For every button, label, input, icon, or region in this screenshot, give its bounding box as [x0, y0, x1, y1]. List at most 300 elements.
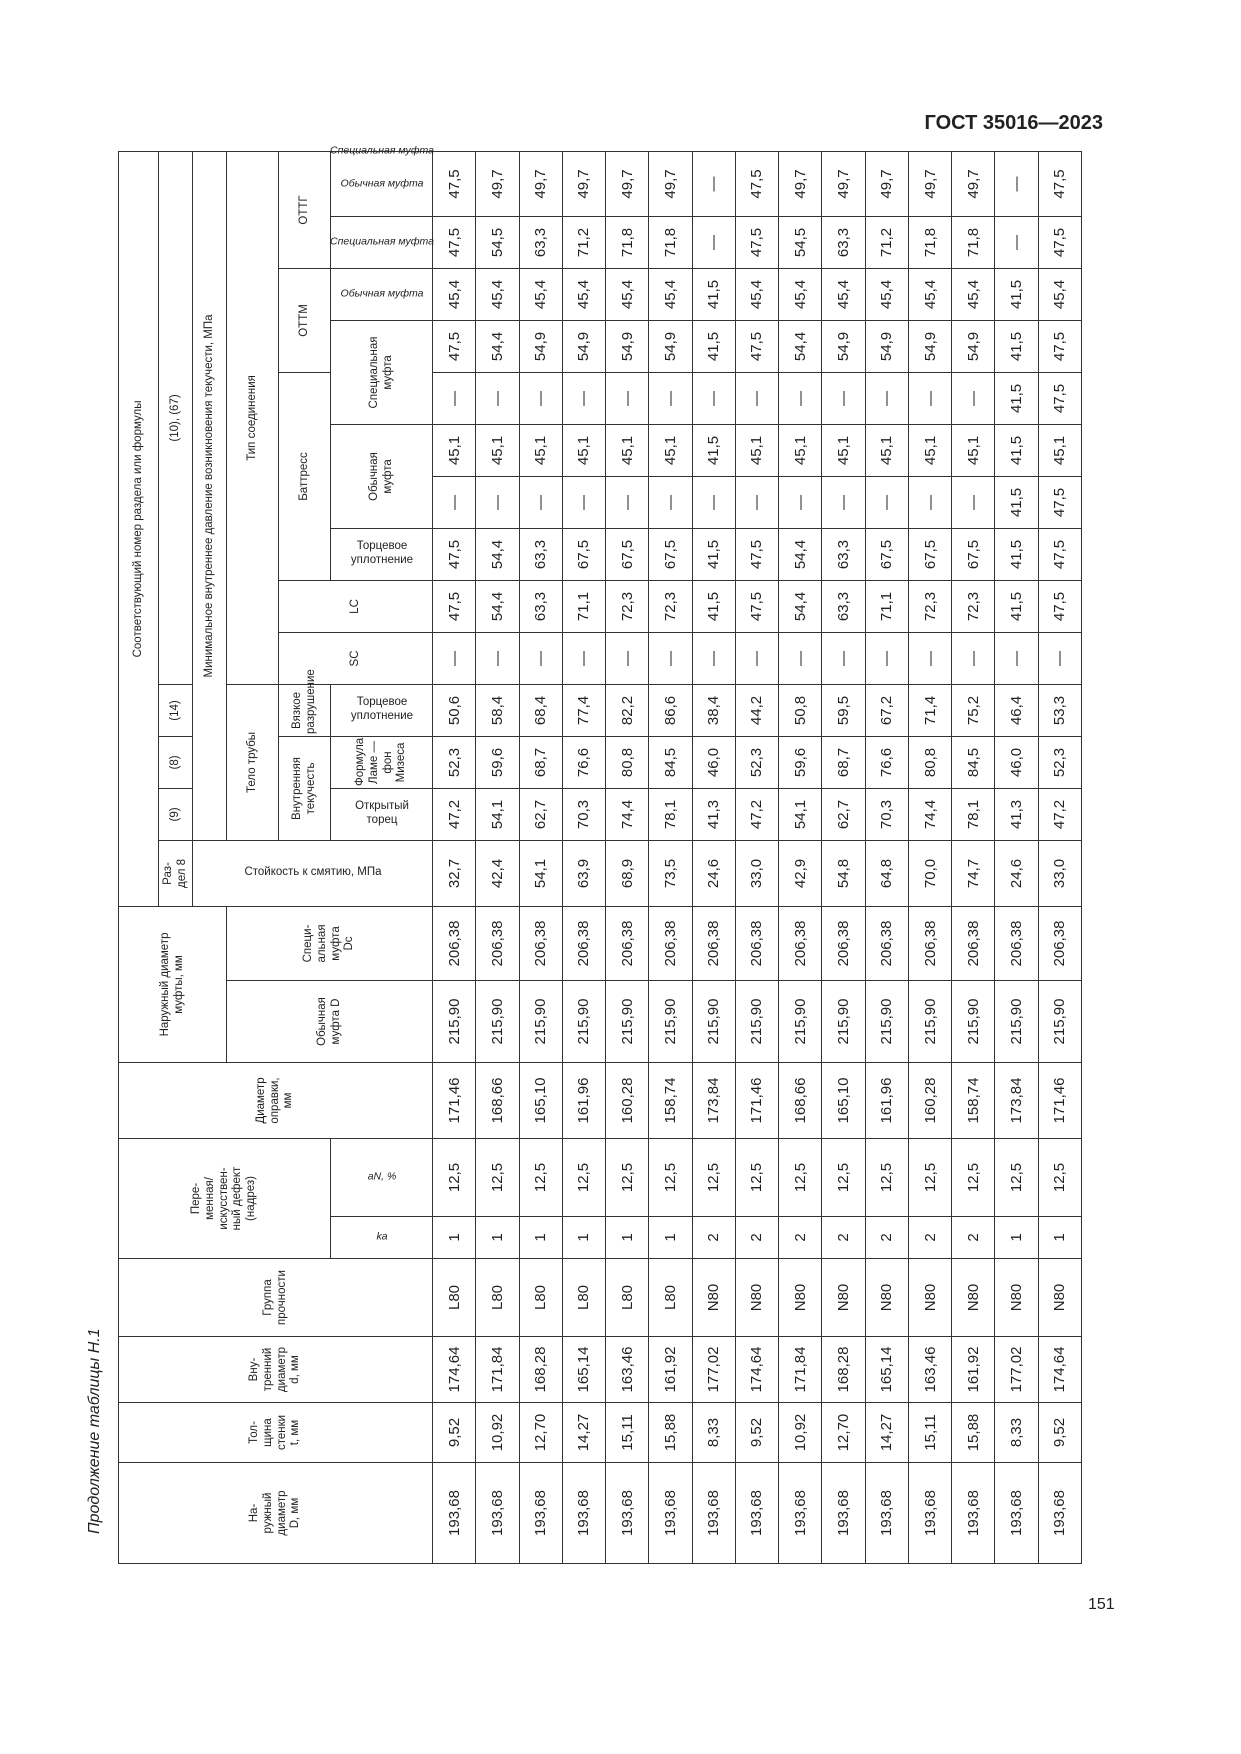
header-f8: (8)	[159, 736, 193, 788]
table-cell: 45,4	[519, 268, 562, 320]
table-cell: 72,3	[606, 580, 649, 632]
table-cell: 63,3	[519, 580, 562, 632]
table-body	[433, 151, 1082, 1563]
document-standard-number: ГОСТ 35016—2023	[924, 112, 1103, 134]
table-cell: 174,64	[433, 1337, 476, 1403]
table-cell: 63,3	[519, 216, 562, 268]
table-cell: 46,4	[995, 684, 1038, 736]
table-row	[735, 151, 778, 1563]
table-cell: 215,90	[649, 980, 692, 1062]
table-cell: 206,38	[779, 906, 822, 980]
header-connection-type: Тип соединения	[227, 151, 279, 684]
table-cell: 47,5	[1038, 528, 1081, 580]
table-cell: 206,38	[865, 906, 908, 980]
table-cell: 63,9	[562, 840, 605, 906]
table-cell: 206,38	[519, 906, 562, 980]
table-cell: 45,4	[649, 268, 692, 320]
table-cell: 9,52	[433, 1403, 476, 1463]
table-cell: 215,90	[735, 980, 778, 1062]
table-cell: N80	[1038, 1259, 1081, 1337]
table-cell: —	[519, 632, 562, 684]
table-cell: 62,7	[822, 788, 865, 840]
table-cell: 72,3	[649, 580, 692, 632]
table-cell: —	[865, 632, 908, 684]
table-cell: 9,52	[735, 1403, 778, 1463]
table-cell: 9,52	[1038, 1403, 1081, 1463]
table-cell: 15,11	[908, 1403, 951, 1463]
table-cell: L80	[562, 1259, 605, 1337]
table-cell: —	[735, 476, 778, 528]
table-cell: 206,38	[1038, 906, 1081, 980]
header-ottm-special: Специальная муфта	[331, 216, 433, 268]
table-cell: 67,2	[865, 684, 908, 736]
table-row	[1038, 151, 1081, 1563]
table-cell: 49,7	[649, 151, 692, 216]
table-cell: 71,8	[952, 216, 995, 268]
table-cell: 158,74	[649, 1062, 692, 1138]
table-cell: 47,5	[433, 528, 476, 580]
table-cell: —	[692, 151, 735, 216]
table-cell: 54,1	[779, 788, 822, 840]
table-cell: 15,11	[606, 1403, 649, 1463]
table-cell: 76,6	[562, 736, 605, 788]
table-cell: 206,38	[649, 906, 692, 980]
table-cell: 215,90	[1038, 980, 1081, 1062]
table-row	[779, 151, 822, 1563]
table-cell: 215,90	[995, 980, 1038, 1062]
table-cell: 215,90	[476, 980, 519, 1062]
table-cell: —	[908, 632, 951, 684]
table-cell: 68,9	[606, 840, 649, 906]
table-row	[649, 151, 692, 1563]
table-cell: 45,1	[476, 424, 519, 476]
table-cell: 47,5	[735, 528, 778, 580]
table-cell: 74,4	[606, 788, 649, 840]
header-sec8: Раз- дел 8	[159, 840, 193, 906]
table-cell: 215,90	[519, 980, 562, 1062]
table-cell: 54,1	[519, 840, 562, 906]
table-cell: 67,5	[952, 528, 995, 580]
table-cell: 193,68	[822, 1463, 865, 1564]
table-cell: N80	[908, 1259, 951, 1337]
table-cell: N80	[952, 1259, 995, 1337]
header-regular-coupling-D: Обычная муфта D	[227, 980, 433, 1062]
table-cell: 1	[995, 1217, 1038, 1259]
table-cell: 45,4	[908, 268, 951, 320]
table-cell: 8,33	[995, 1403, 1038, 1463]
table-cell: 49,7	[476, 151, 519, 216]
table-cell: 45,1	[606, 424, 649, 476]
table-row	[433, 151, 476, 1563]
table-cell: 84,5	[649, 736, 692, 788]
table-cell: —	[562, 632, 605, 684]
table-cell: —	[562, 476, 605, 528]
table-cell: 215,90	[562, 980, 605, 1062]
table-cell: 46,0	[692, 736, 735, 788]
table-cell: 49,7	[865, 151, 908, 216]
table-cell: 12,5	[649, 1138, 692, 1216]
table-cell: 50,6	[433, 684, 476, 736]
table-cell: 54,9	[952, 320, 995, 372]
table-row	[562, 151, 605, 1563]
table-cell: —	[692, 476, 735, 528]
table-cell: —	[606, 372, 649, 424]
table-cell: 53,3	[1038, 684, 1081, 736]
table-cell: 2	[865, 1217, 908, 1259]
table-cell: 86,6	[649, 684, 692, 736]
header-ottg: ОТТГ	[279, 151, 331, 268]
table-cell: 24,6	[692, 840, 735, 906]
table-cell: L80	[476, 1259, 519, 1337]
table-cell: 54,9	[822, 320, 865, 372]
table-cell: —	[562, 372, 605, 424]
table-cell: 63,3	[822, 580, 865, 632]
table-cell: 161,96	[865, 1062, 908, 1138]
table-cell: 215,90	[433, 980, 476, 1062]
table-cell: 160,28	[606, 1062, 649, 1138]
table-cell: —	[952, 632, 995, 684]
table-cell: 82,2	[606, 684, 649, 736]
table-cell: 71,1	[562, 580, 605, 632]
table-cell: —	[606, 632, 649, 684]
table-cell: 206,38	[433, 906, 476, 980]
table-cell: —	[649, 372, 692, 424]
header-internal-yield: Внутренняя текучесть	[279, 736, 331, 840]
table-cell: 54,4	[779, 580, 822, 632]
table-cell: 8,33	[692, 1403, 735, 1463]
table-cell: 206,38	[606, 906, 649, 980]
table-row	[519, 151, 562, 1563]
table-cell: 45,4	[779, 268, 822, 320]
table-cell: 71,8	[649, 216, 692, 268]
table-cell: 12,5	[476, 1138, 519, 1216]
table-cell: 59,6	[779, 736, 822, 788]
table-cell: 47,5	[735, 580, 778, 632]
table-cell: 54,5	[779, 216, 822, 268]
table-cell: 45,1	[779, 424, 822, 476]
table-cell: —	[779, 632, 822, 684]
table-caption: Продолжение таблицы Н.1	[86, 1328, 103, 1534]
table-cell: 78,1	[952, 788, 995, 840]
table-cell: 78,1	[649, 788, 692, 840]
table-cell: 33,0	[735, 840, 778, 906]
table-cell: 1	[433, 1217, 476, 1259]
header-f10-67: (10), (67)	[159, 151, 193, 684]
table-cell: 72,3	[952, 580, 995, 632]
table-cell: 215,90	[692, 980, 735, 1062]
table-cell: 45,1	[1038, 424, 1081, 476]
header-outer-diameter: На- ружный диаметр D, мм	[119, 1463, 433, 1564]
header-ottm: ОТТМ	[279, 268, 331, 372]
table-cell: 193,68	[1038, 1463, 1081, 1564]
header-an: aN, %	[331, 1138, 433, 1216]
header-min-pressure: Минимальное внутреннее давление возникновения текучести, МПа	[193, 151, 227, 840]
table-cell: 80,8	[908, 736, 951, 788]
table-cell: 45,4	[562, 268, 605, 320]
header-f9: (9)	[159, 788, 193, 840]
table-row	[692, 151, 735, 1563]
table-cell: 161,92	[649, 1337, 692, 1403]
table-cell: 193,68	[735, 1463, 778, 1564]
table-cell: 77,4	[562, 684, 605, 736]
table-cell: 161,96	[562, 1062, 605, 1138]
table-cell: 67,5	[649, 528, 692, 580]
table-cell: 46,0	[995, 736, 1038, 788]
table-cell: 45,4	[865, 268, 908, 320]
table-cell: 193,68	[908, 1463, 951, 1564]
table-cell: 71,1	[865, 580, 908, 632]
table-cell: —	[519, 476, 562, 528]
table-cell: —	[433, 372, 476, 424]
table-cell: 54,9	[606, 320, 649, 372]
table-cell: 171,84	[779, 1337, 822, 1403]
header-end-seal-1: Торцевое уплотнение	[331, 684, 433, 736]
table-cell: L80	[606, 1259, 649, 1337]
table-cell: 54,4	[476, 580, 519, 632]
table-cell: 45,1	[433, 424, 476, 476]
table-cell: —	[649, 632, 692, 684]
table-cell: 54,5	[476, 216, 519, 268]
table-cell: 72,3	[908, 580, 951, 632]
table-cell: 2	[735, 1217, 778, 1259]
header-coupling-diameter: Наружный диаметр муфты, мм	[119, 906, 227, 1062]
table-cell: —	[692, 372, 735, 424]
table-cell: 1	[519, 1217, 562, 1259]
table-cell: —	[908, 476, 951, 528]
table-cell: 1	[1038, 1217, 1081, 1259]
table-cell: 67,5	[606, 528, 649, 580]
table-cell: 45,4	[433, 268, 476, 320]
table-cell: 171,84	[476, 1337, 519, 1403]
table-cell: 41,5	[692, 424, 735, 476]
table-cell: —	[952, 372, 995, 424]
header-inner-diameter: Вну- тренний диаметр d, мм	[119, 1337, 433, 1403]
table-cell: 59,5	[822, 684, 865, 736]
table-cell: 49,7	[519, 151, 562, 216]
table-cell: 193,68	[433, 1463, 476, 1564]
table-cell: N80	[692, 1259, 735, 1337]
table-cell: 54,9	[865, 320, 908, 372]
table-cell: 63,3	[822, 528, 865, 580]
table-cell: 12,5	[735, 1138, 778, 1216]
table-cell: 74,7	[952, 840, 995, 906]
table-cell: —	[519, 372, 562, 424]
table-cell: 215,90	[779, 980, 822, 1062]
table-cell: 193,68	[606, 1463, 649, 1564]
table-cell: —	[692, 216, 735, 268]
data-table: На- ружный диаметр D, мм Тол- щина стенки t, мм Вну- тренний диаметр d, мм Группа прочности Пере- менная/ искусствен- ный дефект (надрез) Диаметр оправки, мм Наружный диаметр муфты, мм Соответствующий номер раздела или формулы Раз- дел 8 (9) (8) (14) (10), (67) Стойкость к смятию, МПа Минимальное внутреннее давление возникновения текучести, МПа Обычная муфта D Специ- альная муфта Dc Тело трубы Тип соединения Внутренняя текучесть Вязкое разрушение SC LC Баттресс ОТТМ ОТТГ ka aN, % Открытый торец Формула Ламе — фон Мизеса Торцевое уплотнение Торцевое уплотнение Обычная муфта Специальная муфта Обычная муфта Специальная муфта Обычная муфта Специальная муфта 193,68 9,52 174,64 L80 1 12,5 171,46 215,90 206,38 32,7 47,2 52,3 50,6 — 47,5 47,5 — 45,1 — 47,5 45,4 47,5 47,5 193,68 10,92 171,84 L80 1 12,5 168,66 215,90 206,38 42,4 54,1 59,6 58,4 — 54,4 54,4 — 45,1 — 54,4 45,4 54,5 49,7 193,68 12,70 168,28 L80 1 12,5 165,10 215,90 206,38 54,1 62,7 68,7 68,4 — 63,3 63,3 — 45,1 — 54,9 45,4 63,3 49,7 193,68 14,27 165,14 L80 1 12,5 161,96 215,90 206,38 63,9 70,3 76,6 77,4 — 71,1 67,5 — 45,1 — 54,9 45,4 71,2 49,7 193,68 15,11 163,46 L80 1 12,5 160,28 215,90 206,38 68,9 74,4 80,8 82,2 — 72,3 67,5 — 45,1 — 54,9 45,4 71,8 49,7 193,68 15,88 161,92 L80 1 12,5 158,74 215,90 206,38 73,5 78,1 84,5 86,6 — 72,3 67,5 — 45,1 — 54,9 45,4 71,8 49,7 193,68 8,33 177,02 N80 2 12,5 173,84 215,90 206,38 24,6 41,3 46,0 38,4 — 41,5 41,5 — 41,5 — 41,5 41,5 — — 193,68 9,52 174,64 N80 2 12,5 171,46 215,90 206,38 33,0 47,2 52,3 44,2 — 47,5 47,5 — 45,1 — 47,5 45,4 47,5 47,5 193,68 10,92 171,84 N80 2 12,5 168,66 215,90 206,38 42,9 54,1 59,6 50,8 — 54,4 54,4 — 45,1 — 54,4 45,4 54,5 49,7 193,68 12,70 168,28 N80 2 12,5 165,10 215,90 206,38 54,8 62,7 68,7 59,5 — 63,3 63,3 — 45,1 — 54,9 45,4 63,3 49,7 193,68 14,27 165,14 N80 2 12,5 161,96 215,90 206,38 64,8 70,3 76,6 67,2 — 71,1 67,5 — 45,1 — 54,9 45,4 71,2 49,7 193,68 15,11 163,46 N80 2 12,5 160,28 215,90 206,38 70,0 74,4 80,8 71,4 — 72,3 67,5 — 45,1 — 54,9 45,4 71,8 49,7 193,68 15,88 161,92 N80 2 12,5 158,74 215,90 206,38 74,7 78,1 84,5 75,2 — 72,3 67,5 — 45,1 — 54,9 45,4 71,8 49,7 193,68 8,33 177,02 N80 1 12,5 173,84 215,90 206,38 24,6 41,3 46,0 46,4 — 41,5 41,5 41,5 41,5 41,5 41,5 41,5 — — 193,68 9,52 174,64 N80 1 12,5 171,46 215,90 206,38 33,0 47,2 52,3 53,3 — 47,5 47,5 47,5 45,1 47,5 47,5 45,4 47,5 47,5	[118, 151, 1082, 1564]
table-cell: 50,8	[779, 684, 822, 736]
table-cell: N80	[995, 1259, 1038, 1337]
table-row	[476, 151, 519, 1563]
table-cell: 177,02	[692, 1337, 735, 1403]
table-cell: 38,4	[692, 684, 735, 736]
table-cell: 2	[692, 1217, 735, 1259]
table-cell: 54,9	[908, 320, 951, 372]
header-lame-mises: Формула Ламе — фон Мизеса	[331, 736, 433, 788]
table-cell: 70,3	[562, 788, 605, 840]
table-cell: 12,5	[952, 1138, 995, 1216]
table-cell: 215,90	[865, 980, 908, 1062]
table-cell: 160,28	[908, 1062, 951, 1138]
table-cell: 70,3	[865, 788, 908, 840]
table-cell: 45,4	[735, 268, 778, 320]
header-ka: ka	[331, 1217, 433, 1259]
table-cell: 15,88	[649, 1403, 692, 1463]
table-cell: 45,1	[562, 424, 605, 476]
table-cell: 45,1	[735, 424, 778, 476]
table-cell: 12,70	[519, 1403, 562, 1463]
table-cell: 193,68	[476, 1463, 519, 1564]
table-cell: —	[822, 476, 865, 528]
table-cell: 74,4	[908, 788, 951, 840]
header-defect: Пере- менная/ искусствен- ный дефект (надрез)	[119, 1138, 331, 1258]
table-cell: 45,1	[952, 424, 995, 476]
table-cell: 47,5	[1038, 580, 1081, 632]
table-cell: 168,66	[779, 1062, 822, 1138]
table-row	[865, 151, 908, 1563]
table-cell: 45,4	[476, 268, 519, 320]
table-cell: 45,4	[1038, 268, 1081, 320]
table-cell: 47,2	[433, 788, 476, 840]
table-cell: 68,4	[519, 684, 562, 736]
table-cell: —	[476, 372, 519, 424]
table-cell: 24,6	[995, 840, 1038, 906]
table-cell: 54,9	[562, 320, 605, 372]
table-cell: 47,5	[1038, 372, 1081, 424]
table-cell: 12,5	[606, 1138, 649, 1216]
table-cell: 41,5	[995, 476, 1038, 528]
header-open-end: Открытый торец	[331, 788, 433, 840]
table-cell: —	[995, 151, 1038, 216]
table-cell: —	[779, 372, 822, 424]
header-lc: LC	[279, 580, 433, 632]
table-cell: 2	[822, 1217, 865, 1259]
table-cell: 45,1	[519, 424, 562, 476]
header-strength-group: Группа прочности	[119, 1259, 433, 1337]
table-cell: 54,4	[779, 528, 822, 580]
table-cell: 206,38	[476, 906, 519, 980]
table-cell: 12,5	[822, 1138, 865, 1216]
header-special-coupling-buttress: Специальная муфта	[331, 320, 433, 424]
table-cell: 52,3	[1038, 736, 1081, 788]
table-cell: —	[692, 632, 735, 684]
table-cell: 41,3	[995, 788, 1038, 840]
table-cell: 33,0	[1038, 840, 1081, 906]
table-cell: —	[822, 632, 865, 684]
table-cell: 47,5	[1038, 216, 1081, 268]
page-number: 151	[1088, 1596, 1115, 1613]
table-cell: 62,7	[519, 788, 562, 840]
table-cell: —	[433, 632, 476, 684]
table-cell: 12,5	[692, 1138, 735, 1216]
table-cell: 206,38	[908, 906, 951, 980]
rotated-table-container	[118, 144, 1082, 1564]
table-row	[952, 151, 995, 1563]
table-cell: 67,5	[908, 528, 951, 580]
table-cell: 64,8	[865, 840, 908, 906]
table-cell: —	[995, 216, 1038, 268]
table-cell: —	[908, 372, 951, 424]
table-cell: 163,46	[606, 1337, 649, 1403]
table-cell: 14,27	[865, 1403, 908, 1463]
table-cell: 41,3	[692, 788, 735, 840]
table-cell: 165,14	[865, 1337, 908, 1403]
table-cell: 54,8	[822, 840, 865, 906]
table-cell: 206,38	[735, 906, 778, 980]
table-cell: 45,4	[822, 268, 865, 320]
table-cell: 193,68	[865, 1463, 908, 1564]
table-row	[995, 151, 1038, 1563]
table-cell: 44,2	[735, 684, 778, 736]
table-cell: N80	[865, 1259, 908, 1337]
table-cell: 171,46	[433, 1062, 476, 1138]
table-cell: 165,10	[519, 1062, 562, 1138]
table-cell: 193,68	[649, 1463, 692, 1564]
table-cell: 12,5	[519, 1138, 562, 1216]
table-cell: 45,4	[606, 268, 649, 320]
table-cell: 47,2	[1038, 788, 1081, 840]
table-cell: 52,3	[735, 736, 778, 788]
header-wall-thickness: Тол- щина стенки t, мм	[119, 1403, 433, 1463]
table-cell: 47,5	[1038, 476, 1081, 528]
table-cell: 54,1	[476, 788, 519, 840]
table-cell: 45,1	[822, 424, 865, 476]
table-cell: 215,90	[606, 980, 649, 1062]
header-section-number: Соответствующий номер раздела или формулы	[119, 151, 159, 906]
table-cell: 47,2	[735, 788, 778, 840]
table-cell: 84,5	[952, 736, 995, 788]
table-cell: 193,68	[995, 1463, 1038, 1564]
table-row	[908, 151, 951, 1563]
header-collapse: Стойкость к смятию, МПа	[193, 840, 433, 906]
table-cell: 41,5	[995, 268, 1038, 320]
table-cell: L80	[519, 1259, 562, 1337]
table-cell: 2	[952, 1217, 995, 1259]
table-cell: 47,5	[735, 151, 778, 216]
table-cell: 54,9	[649, 320, 692, 372]
header-ottg-regular: Обычная муфта	[331, 151, 433, 216]
table-cell: 171,46	[735, 1062, 778, 1138]
table-cell: 49,7	[952, 151, 995, 216]
table-cell: —	[952, 476, 995, 528]
table-cell: —	[865, 372, 908, 424]
table-cell: 63,3	[822, 216, 865, 268]
table-cell: 12,5	[908, 1138, 951, 1216]
table-cell: 32,7	[433, 840, 476, 906]
table-cell: 49,7	[779, 151, 822, 216]
table-cell: 41,5	[995, 580, 1038, 632]
table-cell: 1	[476, 1217, 519, 1259]
table-cell: 45,1	[908, 424, 951, 476]
table-cell: 1	[649, 1217, 692, 1259]
table-cell: 10,92	[476, 1403, 519, 1463]
table-cell: 47,5	[735, 216, 778, 268]
table-cell: 49,7	[606, 151, 649, 216]
table-cell: 54,4	[779, 320, 822, 372]
table-cell: 71,2	[562, 216, 605, 268]
table-cell: 165,10	[822, 1062, 865, 1138]
header-mandrel-diameter: Диаметр оправки, мм	[119, 1062, 433, 1138]
table-cell: 12,5	[562, 1138, 605, 1216]
table-cell: 168,28	[519, 1337, 562, 1403]
table-cell: —	[476, 476, 519, 528]
table-cell: 47,5	[433, 580, 476, 632]
table-cell: N80	[822, 1259, 865, 1337]
table-cell: —	[735, 372, 778, 424]
table-cell: 54,4	[476, 528, 519, 580]
table-cell: 215,90	[822, 980, 865, 1062]
